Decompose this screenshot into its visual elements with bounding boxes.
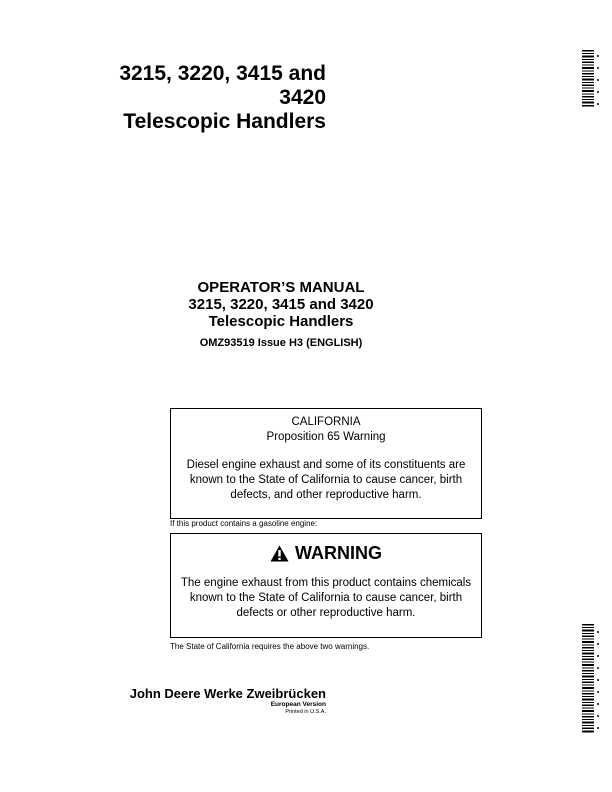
warning-text-line-1: The engine exhaust from this product contains chemicals	[180, 577, 472, 589]
warning-triangle-icon	[270, 545, 289, 562]
footer-block	[118, 686, 326, 716]
company-name: John Deere Werke Zweibrücken	[129, 686, 326, 701]
gasoline-warning-box	[170, 533, 482, 638]
warning-heading-text: WARNING	[295, 543, 382, 563]
manual-heading: OPERATOR’S MANUAL	[197, 279, 365, 296]
title-line-1: 3215, 3220, 3415 and	[119, 62, 326, 85]
state-requirement-note: The State of California requires the above two warnings.	[170, 642, 370, 651]
california-text-line-2: known to the State of California to cause cancer, birth	[189, 474, 463, 486]
california-text-line-3: defects, and other reproductive harm.	[230, 489, 422, 501]
gasoline-note: If this product contains a gasoline engine:	[170, 519, 318, 528]
document-title	[90, 62, 326, 134]
printed-label: Printed in U.S.A.	[285, 709, 326, 715]
california-text-line-1: Diesel engine exhaust and some of its constituents are	[186, 459, 466, 471]
title-line-3: Telescopic Handlers	[123, 110, 326, 133]
warning-text-line-2: known to the State of California to cause cancer, birth	[189, 592, 463, 604]
warning-text-line-3: defects or other reproductive harm.	[236, 607, 416, 619]
barcode-bottom	[582, 624, 602, 734]
publication-number: OMZ93519 Issue H3 (ENGLISH)	[199, 337, 363, 349]
warning-heading	[171, 542, 481, 564]
california-heading: CALIFORNIA	[291, 416, 361, 428]
proposition-65-heading: Proposition 65 Warning	[266, 431, 386, 443]
version-label: European Version	[270, 701, 326, 708]
california-warning-box	[170, 408, 482, 519]
manual-header	[170, 279, 392, 350]
barcode-top	[582, 50, 602, 108]
manual-product: Telescopic Handlers	[208, 313, 354, 330]
manual-models: 3215, 3220, 3415 and 3420	[188, 296, 374, 313]
title-line-2: 3420	[279, 86, 326, 109]
